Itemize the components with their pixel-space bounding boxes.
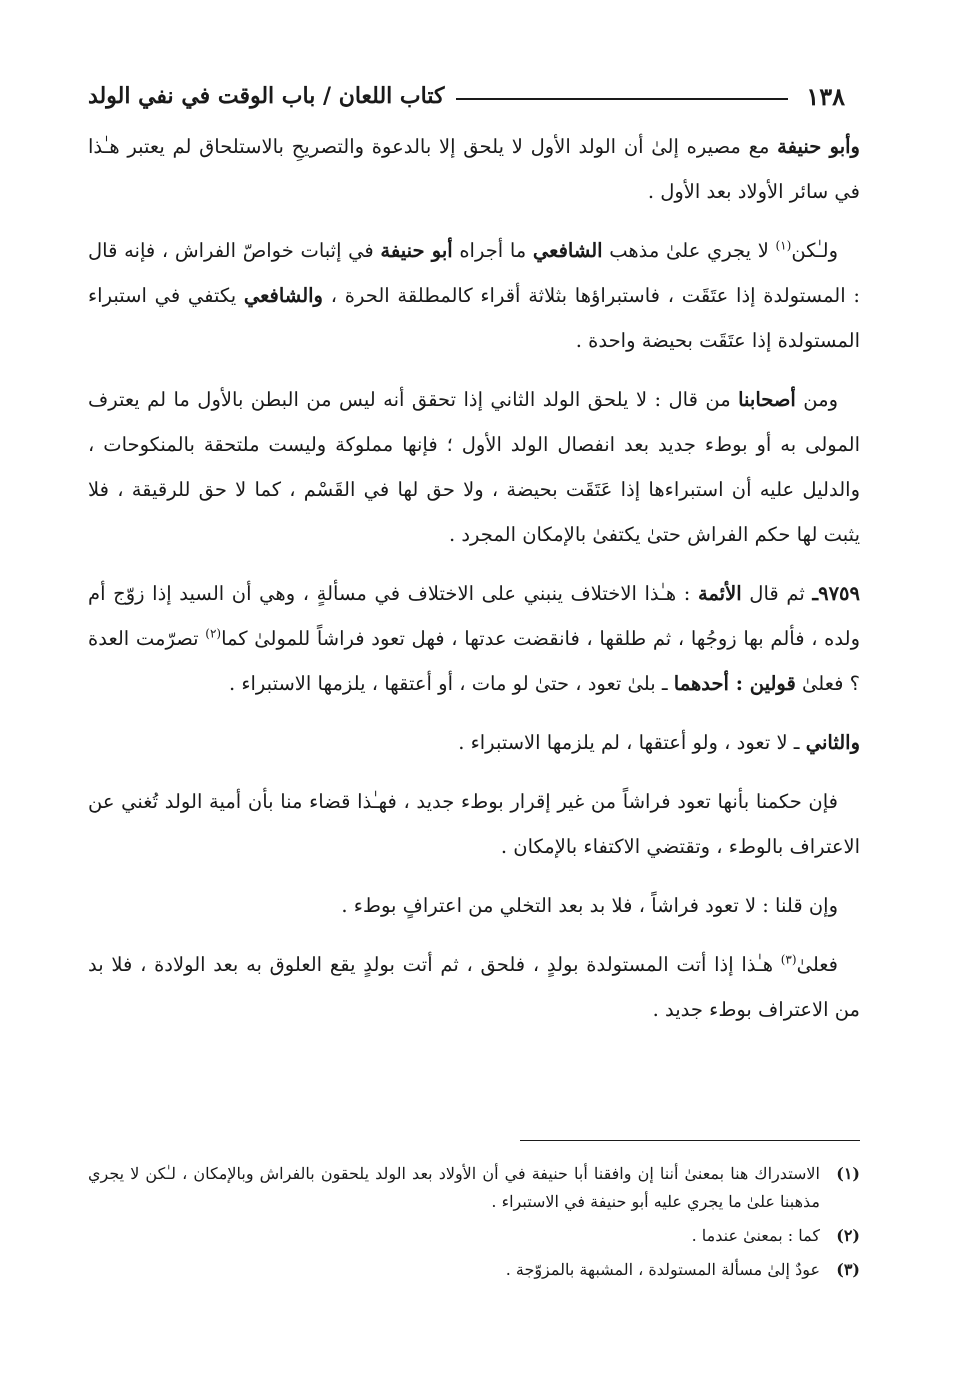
text-run: ولـٰكن [791, 239, 838, 262]
header-rule [456, 98, 788, 100]
running-title: كتاب اللعان / باب الوقت في نفي الولد [88, 83, 445, 109]
text-run: ـ بلىٰ تعود ، حتىٰ لو مات ، أو أعتقها ، يلزمها الاستبراء . [228, 672, 674, 695]
text-run: ثم قال [741, 582, 813, 605]
footnote-ref-2[interactable]: (٢) [205, 626, 222, 641]
footnote-2 [88, 1222, 860, 1250]
text-run: يكتفي في استبراء المستولدة إذا عتَقَت بحيضة واحدة . [88, 284, 860, 352]
bold-term: أبو حنيفة [380, 239, 453, 262]
text-run: فعلىٰ [796, 953, 838, 976]
paragraph-6: فإن حكمنا بأنها تعود فراشاً من غير إقرار بوطء جديد ، فهـٰذا قضاء منا بأن أمية الولد تُغني عن الاعتراف بالوطء ، وتقتضي الاكتفاء بالإمكان . [88, 790, 860, 858]
text-run: ومن [795, 388, 838, 411]
bold-term: وأبو حنيفة [777, 135, 860, 158]
paragraph-5 [88, 720, 860, 765]
footnote-number: (١) [836, 1164, 860, 1183]
footnote-ref-1[interactable]: (١) [775, 238, 792, 253]
footnote-rule [520, 1140, 860, 1141]
main-text [88, 124, 860, 1046]
footnote-text: عودٌ إلىٰ مسألة المستولدة ، المشبهة بالمزوّجة . [505, 1260, 820, 1279]
footnote-1 [88, 1160, 860, 1216]
paragraph-8 [88, 942, 860, 1032]
text-run: : هـٰذا الاختلاف ينبني على الاختلاف في مسألةٍ ، وهي أن السيد إذا زوّج أم ولده ، فألم بها زوجُها ، ثم طلقها ، فانقضت عدتها ، فهل تعود فراشاً للمولىٰ كما [88, 582, 860, 650]
text-run: في إثبات خواصّ الفراش ، فإنه قال : المستولدة إذا عتَقَت ، فاستبراؤها بثلاثة أقراء كالمطلقة الحرة ، [88, 239, 860, 307]
bold-term: والثاني [805, 731, 860, 754]
footnote-number: (٣) [836, 1260, 860, 1279]
bold-term: الشافعي [532, 239, 603, 262]
text-run: تصرّمت العدة ؟ فعلىٰ [88, 627, 860, 695]
text-run: من قال : لا يلحق الولد الثاني إذا تحقق أنه ليس من البطن بالأول ما لم يعترف المولى به أو بوطء جديد بعد انفصال الولد الأول ؛ فإنها مملوكة وليست ملتحقة بالمنكوحات ، والدليل عليه أن استبراءها إذا عَتَقَت بحيضة ، ولا حق لها في القَسْم ، كما لا حق للرقيقة ، فلا يثبت لها حكم الفراش حتىٰ يكتفىٰ بالإمكان المجرد . [88, 388, 860, 546]
paragraph-1 [88, 124, 860, 214]
bold-term: الأئمة [697, 582, 742, 605]
page-number: ١٣٨ [806, 81, 845, 111]
text-run: ـ لا تعود ، ولو أعتقها ، لم يلزمها الاستبراء . [458, 731, 806, 754]
paragraph-7: وإن قلنا : لا تعود فراشاً ، فلا بد بعد التخلي من اعترافٍ بوطء . [341, 894, 838, 917]
paragraph-2 [88, 228, 860, 363]
bold-term: قولين : أحدهما [673, 672, 796, 695]
text-run: مع مصيره إلىٰ أن الولد الأول لا يلحق إلا بالدعوة والتصريحِ بالاستلحاق لم يعتبر هـٰذا في سائر الأولاد بعد الأول . [88, 135, 860, 203]
footnote-3 [88, 1256, 860, 1284]
text-run: لا يجري علىٰ مذهب [602, 239, 776, 262]
text-run: هـٰذا إذا أتت المستولدة بولدٍ ، فلحق ، ثم أتت بولدٍ يقع العلوق به بعد الولادة ، فلا بد من الاعتراف بوطء جديد . [88, 953, 860, 1021]
footnotes [88, 1160, 860, 1290]
footnote-text: كما : بمعنىٰ عندما . [691, 1226, 820, 1245]
section-number: ٩٧٥٩ـ [812, 582, 860, 605]
footnote-number: (٢) [836, 1226, 860, 1245]
text-run: ما أجراه [452, 239, 533, 262]
footnote-text: الاستدراك هنا بمعنىٰ أننا إن وافقنا أبا حنيفة في أن الأولاد بعد الولد يلحقون بالفراش وبالإمكان ، لـٰكن لا يجري مذهبنا علىٰ ما يجري عليه أبو حنيفة في الاستبراء . [88, 1164, 820, 1211]
bold-term: والشافعي [243, 284, 323, 307]
paragraph-4 [88, 571, 860, 706]
paragraph-3 [88, 377, 860, 557]
page-header [88, 76, 845, 116]
footnote-ref-3[interactable]: (٣) [780, 952, 797, 967]
bold-term: أصحابنا [738, 388, 796, 411]
